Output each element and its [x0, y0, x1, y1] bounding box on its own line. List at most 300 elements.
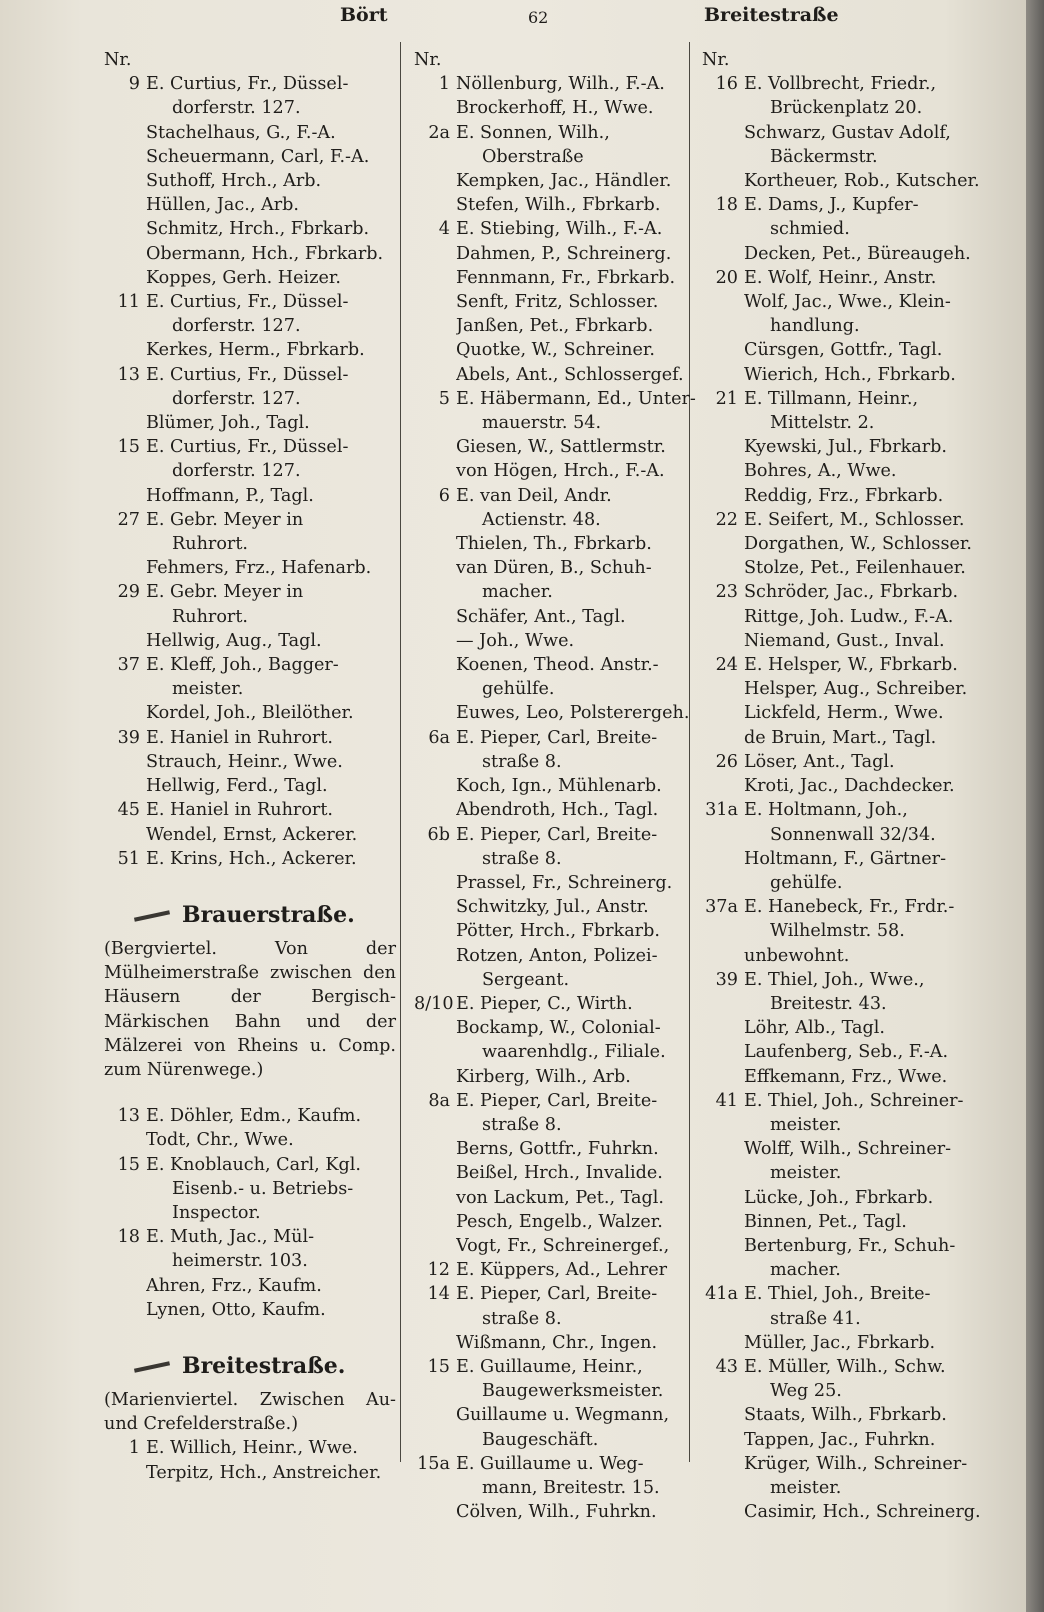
house-number [414, 1161, 456, 1185]
resident-entry: E. Pieper, Carl, Breite- [456, 824, 658, 845]
directory-line [414, 1500, 696, 1524]
directory-line [414, 823, 696, 847]
house-number [702, 338, 744, 362]
resident-entry: handlung. [770, 316, 860, 337]
resident-entry: waarenhdlg., Filiale. [482, 1042, 666, 1063]
column-2 [414, 48, 696, 1524]
house-number [702, 1379, 744, 1403]
directory-line [702, 629, 1002, 653]
house-number [104, 750, 146, 774]
resident-entry: E. Küppers, Ad., Lehrer [456, 1260, 668, 1281]
directory-line [104, 1298, 396, 1322]
directory-line [104, 411, 396, 435]
resident-entry: Casimir, Hch., Schreinerg. [744, 1502, 981, 1523]
resident-entry: Suthoff, Hrch., Arb. [146, 171, 322, 192]
resident-entry: E. Thiel, Joh., Wwe., [744, 969, 925, 990]
resident-entry: Löhr, Alb., Tagl. [744, 1018, 885, 1039]
directory-line [414, 653, 696, 677]
house-number [702, 605, 744, 629]
house-number [702, 1452, 744, 1476]
resident-entry: E. Kleff, Joh., Bagger- [146, 655, 339, 676]
house-number [414, 435, 456, 459]
house-number [702, 726, 744, 750]
directory-line [702, 871, 1002, 895]
house-number [414, 1307, 456, 1331]
house-number [414, 798, 456, 822]
directory-line [702, 1258, 1002, 1282]
resident-entry: heimerstr. 103. [172, 1251, 308, 1272]
resident-entry: E. Curtius, Fr., Düssel- [146, 437, 349, 458]
resident-entry: E. Pieper, C., Wirth. [456, 993, 633, 1014]
resident-entry: van Düren, B., Schuh- [456, 558, 652, 579]
house-number [414, 774, 456, 798]
resident-entry: meister. [770, 1163, 842, 1184]
house-number [702, 459, 744, 483]
resident-entry: E. Hanebeck, Fr., Frdr.- [744, 897, 955, 918]
resident-entry: dorferstr. 127. [172, 316, 301, 337]
house-number [104, 266, 146, 290]
directory-line [414, 314, 696, 338]
house-number [702, 290, 744, 314]
directory-line [702, 1065, 1002, 1089]
directory-line [414, 677, 696, 701]
house-number [414, 968, 456, 992]
resident-entry: Stachelhaus, G., F.-A. [146, 122, 336, 143]
house-number [414, 193, 456, 217]
house-number [414, 363, 456, 387]
resident-entry: dorferstr. 127. [172, 98, 301, 119]
house-number [702, 1040, 744, 1064]
directory-line [702, 944, 1002, 968]
house-number [702, 1258, 744, 1282]
directory-line [104, 1201, 396, 1225]
house-number [702, 435, 744, 459]
directory-line [702, 895, 1002, 919]
house-number [702, 1500, 744, 1524]
house-number [414, 1137, 456, 1161]
directory-line [702, 1016, 1002, 1040]
directory-line [702, 1137, 1002, 1161]
directory-line [104, 1104, 396, 1128]
house-number: 2a [428, 122, 450, 143]
house-number [414, 266, 456, 290]
house-number [104, 1274, 146, 1298]
directory-line [104, 556, 396, 580]
resident-entry: Müller, Jac., Fbrkarb. [744, 1332, 936, 1353]
directory-line [414, 847, 696, 871]
directory-line [414, 411, 696, 435]
house-number: 27 [117, 509, 140, 530]
directory-line [104, 847, 396, 871]
directory-line [104, 169, 396, 193]
directory-line [104, 1274, 396, 1298]
house-number [702, 556, 744, 580]
house-number: 41 [715, 1090, 738, 1111]
house-number [414, 919, 456, 943]
resident-entry: Helsper, Aug., Schreiber. [744, 679, 968, 700]
directory-line [702, 411, 1002, 435]
directory-line [414, 701, 696, 725]
resident-entry: Nöllenburg, Wilh., F.-A. [456, 74, 665, 95]
directory-line [414, 629, 696, 653]
street-heading-text: Breitestraße. [182, 1352, 346, 1379]
resident-entry: E. Guillaume, Heinr., [456, 1356, 643, 1377]
house-number [414, 242, 456, 266]
directory-line [702, 435, 1002, 459]
resident-entry: Lücke, Joh., Fbrkarb. [744, 1187, 934, 1208]
directory-line [104, 387, 396, 411]
resident-entry: E. Dams, J., Kupfer- [744, 195, 919, 216]
directory-line [414, 895, 696, 919]
house-number [104, 532, 146, 556]
directory-line [414, 1065, 696, 1089]
resident-entry: gehülfe. [482, 679, 555, 700]
resident-entry: mauerstr. 54. [482, 413, 602, 434]
directory-line [414, 1234, 696, 1258]
running-header [0, 4, 1026, 34]
directory-line [414, 72, 696, 96]
directory-line [702, 701, 1002, 725]
house-number [414, 847, 456, 871]
resident-entry: Decken, Pet., Büreaugeh. [744, 243, 971, 264]
house-number [414, 1476, 456, 1500]
resident-entry: E. Holtmann, Joh., [744, 800, 908, 821]
house-number: 29 [117, 582, 140, 603]
directory-line [414, 968, 696, 992]
resident-entry: E. Vollbrecht, Friedr., [744, 74, 937, 95]
house-number [104, 314, 146, 338]
directory-line [414, 1355, 696, 1379]
resident-entry: Koch, Ign., Mühlenarb. [456, 776, 662, 797]
house-number [104, 701, 146, 725]
resident-entry: straße 8. [482, 751, 562, 772]
directory-line [104, 484, 396, 508]
house-number: 39 [117, 727, 140, 748]
resident-entry: Reddig, Frz., Fbrkarb. [744, 485, 944, 506]
house-number [104, 629, 146, 653]
directory-line [702, 484, 1002, 508]
resident-entry: Thielen, Th., Fbrkarb. [456, 534, 652, 555]
directory-line [702, 798, 1002, 822]
resident-entry: Wendel, Ernst, Ackerer. [146, 824, 358, 845]
resident-entry: Wilhelmstr. 58. [770, 921, 905, 942]
house-number: 1 [438, 74, 450, 95]
directory-line [414, 290, 696, 314]
house-number [104, 1249, 146, 1273]
resident-entry: Abendroth, Hch., Tagl. [456, 800, 659, 821]
directory-line [702, 1234, 1002, 1258]
house-number [104, 193, 146, 217]
house-number [414, 701, 456, 725]
directory-line [414, 871, 696, 895]
house-number [702, 1016, 744, 1040]
directory-line [104, 242, 396, 266]
house-number [702, 1234, 744, 1258]
directory-line [414, 145, 696, 169]
resident-entry: E. van Deil, Andr. [456, 485, 612, 506]
directory-line [104, 314, 396, 338]
directory-line [414, 992, 696, 1016]
resident-entry: Binnen, Pet., Tagl. [744, 1211, 907, 1232]
resident-entry: E. Pieper, Carl, Breite- [456, 727, 658, 748]
resident-entry: Lynen, Otto, Kaufm. [146, 1299, 326, 1320]
directory-line [414, 266, 696, 290]
house-number: 21 [715, 388, 738, 409]
resident-entry: Kempken, Jac., Händler. [456, 171, 672, 192]
header-left: Bört [340, 4, 388, 26]
house-number [104, 1128, 146, 1152]
resident-entry: macher. [482, 582, 553, 603]
resident-entry: Wolf, Jac., Wwe., Klein- [744, 292, 951, 313]
resident-entry: E. Curtius, Fr., Düssel- [146, 292, 349, 313]
house-number [702, 314, 744, 338]
resident-entry: Abels, Ant., Schlossergef. [456, 364, 684, 385]
house-number: 45 [117, 800, 140, 821]
house-number [414, 944, 456, 968]
resident-entry: Bertenburg, Fr., Schuh- [744, 1235, 956, 1256]
resident-entry: Dahmen, P., Schreinerg. [456, 243, 672, 264]
house-number [414, 1428, 456, 1452]
directory-line [104, 532, 396, 556]
directory-line [702, 847, 1002, 871]
house-number [414, 1500, 456, 1524]
resident-entry: Todt, Chr., Wwe. [146, 1130, 294, 1151]
directory-line [414, 1258, 696, 1282]
page-edge [1026, 0, 1044, 1612]
house-number: 9 [128, 74, 140, 95]
directory-line [414, 508, 696, 532]
directory-line [104, 605, 396, 629]
resident-entry: Lickfeld, Herm., Wwe. [744, 703, 944, 724]
resident-entry: Wierich, Hch., Fbrkarb. [744, 364, 956, 385]
directory-line [414, 1089, 696, 1113]
directory-line [702, 1307, 1002, 1331]
resident-entry: Terpitz, Hch., Anstreicher. [146, 1462, 382, 1483]
house-number [104, 1201, 146, 1225]
directory-line [414, 387, 696, 411]
directory-line [104, 823, 396, 847]
house-number: 18 [715, 195, 738, 216]
directory-line [702, 96, 1002, 120]
house-number [104, 1298, 146, 1322]
house-number: 12 [427, 1260, 450, 1281]
directory-line [104, 1177, 396, 1201]
directory-line [414, 556, 696, 580]
resident-entry: Weg 25. [770, 1381, 842, 1402]
resident-entry: gehülfe. [770, 872, 843, 893]
resident-entry: Stefen, Wilh., Fbrkarb. [456, 195, 661, 216]
column-1 [104, 48, 396, 1485]
resident-entry: unbewohnt. [744, 945, 850, 966]
resident-entry: Wißmann, Chr., Ingen. [456, 1332, 658, 1353]
resident-entry: straße 8. [482, 848, 562, 869]
directory-line [414, 242, 696, 266]
directory-line [104, 629, 396, 653]
resident-entry: Ruhrort. [172, 606, 248, 627]
house-number [414, 1040, 456, 1064]
house-number [104, 605, 146, 629]
house-number: 15 [117, 1154, 140, 1175]
directory-line [702, 72, 1002, 96]
house-number [104, 556, 146, 580]
directory-line [104, 145, 396, 169]
directory-line [702, 193, 1002, 217]
resident-entry: Beißel, Hrch., Invalide. [456, 1163, 663, 1184]
house-number [414, 1210, 456, 1234]
house-number: 8/10 [414, 993, 454, 1014]
resident-entry: Hüllen, Jac., Arb. [146, 195, 300, 216]
house-number [104, 387, 146, 411]
resident-entry: Inspector. [172, 1202, 261, 1223]
house-number: 15 [117, 437, 140, 458]
resident-entry: mann, Breitestr. 15. [482, 1477, 660, 1498]
heading-dash-mark [134, 910, 170, 921]
house-number [414, 290, 456, 314]
house-number [702, 363, 744, 387]
house-number [702, 1161, 744, 1185]
directory-line [414, 363, 696, 387]
resident-entry: E. Pieper, Carl, Breite- [456, 1284, 658, 1305]
resident-entry: dorferstr. 127. [172, 461, 301, 482]
directory-line [414, 944, 696, 968]
resident-entry: Giesen, W., Sattlermstr. [456, 437, 666, 458]
column-number-header [702, 48, 1002, 72]
house-number [104, 677, 146, 701]
directory-line [104, 121, 396, 145]
resident-entry: von Lackum, Pet., Tagl. [456, 1187, 664, 1208]
house-number: 51 [117, 848, 140, 869]
column-number-header [104, 48, 396, 72]
house-number [104, 121, 146, 145]
directory-line [702, 145, 1002, 169]
house-number [414, 1234, 456, 1258]
house-number: 14 [427, 1284, 450, 1305]
directory-line [702, 968, 1002, 992]
resident-entry: Kordel, Joh., Bleilöther. [146, 703, 354, 724]
house-number [702, 919, 744, 943]
resident-entry: Fennmann, Fr., Fbrkarb. [456, 267, 676, 288]
house-number: 1 [128, 1438, 140, 1459]
directory-line [414, 193, 696, 217]
directory-line [702, 750, 1002, 774]
resident-entry: Bohres, A., Wwe. [744, 461, 897, 482]
resident-entry: meister. [770, 1114, 842, 1135]
directory-line [104, 774, 396, 798]
directory-line [104, 580, 396, 604]
directory-line [702, 1161, 1002, 1185]
house-number [414, 145, 456, 169]
house-number [702, 677, 744, 701]
house-number [702, 774, 744, 798]
house-number [702, 1476, 744, 1500]
directory-line [104, 1153, 396, 1177]
street-description: (Marienviertel. Zwischen Au- und Crefelderstraße.) [104, 1389, 396, 1435]
house-number [104, 169, 146, 193]
house-number [414, 96, 456, 120]
resident-entry: E. Thiel, Joh., Breite- [744, 1284, 931, 1305]
resident-entry: E. Muth, Jac., Mül- [146, 1227, 315, 1248]
column-rule-1 [400, 42, 401, 1462]
house-number: 11 [117, 292, 140, 313]
house-number: 18 [117, 1227, 140, 1248]
house-number: 39 [715, 969, 738, 990]
resident-entry: Breitestr. 43. [770, 993, 887, 1014]
heading-dash-mark [134, 1361, 170, 1372]
directory-line [414, 459, 696, 483]
resident-entry: schmied. [770, 219, 850, 240]
resident-entry: Wolff, Wilh., Schreiner- [744, 1139, 952, 1160]
resident-entry: dorferstr. 127. [172, 388, 301, 409]
resident-entry: Staats, Wilh., Fbrkarb. [744, 1405, 947, 1426]
house-number [702, 1403, 744, 1427]
directory-line [702, 1210, 1002, 1234]
resident-entry: Mittelstr. 2. [770, 413, 875, 434]
directory-line [414, 435, 696, 459]
resident-entry: Kroti, Jac., Dachdecker. [744, 776, 955, 797]
house-number [414, 556, 456, 580]
directory-line [414, 1476, 696, 1500]
directory-line [702, 1331, 1002, 1355]
directory-line [414, 1186, 696, 1210]
house-number [414, 1379, 456, 1403]
resident-entry: E. Stiebing, Wilh., F.-A. [456, 219, 663, 240]
house-number [414, 314, 456, 338]
house-number [104, 145, 146, 169]
house-number [104, 217, 146, 241]
directory-line [414, 605, 696, 629]
directory-line [104, 1225, 396, 1249]
directory-line [104, 1128, 396, 1152]
house-number [414, 580, 456, 604]
resident-entry: Scheuermann, Carl, F.-A. [146, 146, 370, 167]
house-number [414, 1403, 456, 1427]
resident-entry: Ruhrort. [172, 534, 248, 555]
resident-entry: Brückenplatz 20. [770, 98, 923, 119]
house-number [414, 871, 456, 895]
house-number [702, 823, 744, 847]
resident-entry: E. Curtius, Fr., Düssel- [146, 364, 349, 385]
resident-entry: Euwes, Leo, Polsterergeh. [456, 703, 690, 724]
house-number [104, 96, 146, 120]
house-number [414, 1186, 456, 1210]
directory-line [702, 242, 1002, 266]
resident-entry: Nr. [104, 50, 132, 70]
house-number [414, 1331, 456, 1355]
resident-entry: Kirberg, Wilh., Arb. [456, 1066, 631, 1087]
house-number [702, 944, 744, 968]
resident-entry: Prassel, Fr., Schreinerg. [456, 872, 673, 893]
directory-line [104, 193, 396, 217]
resident-entry: Blümer, Joh., Tagl. [146, 413, 310, 434]
directory-line [414, 750, 696, 774]
resident-entry: macher. [770, 1260, 841, 1281]
directory-line [702, 1379, 1002, 1403]
house-number [414, 508, 456, 532]
resident-entry: Actienstr. 48. [482, 509, 601, 530]
resident-entry: Pesch, Engelb., Walzer. [456, 1211, 663, 1232]
directory-line [702, 266, 1002, 290]
directory-line [104, 1436, 396, 1460]
directory-line [702, 1500, 1002, 1524]
directory-line [414, 1210, 696, 1234]
directory-line [104, 363, 396, 387]
house-number [104, 1177, 146, 1201]
directory-line [104, 1249, 396, 1273]
resident-entry: E. Döhler, Edm., Kaufm. [146, 1106, 362, 1127]
resident-entry: Koenen, Theod. Anstr.- [456, 655, 659, 676]
house-number: 24 [715, 655, 738, 676]
house-number [702, 411, 744, 435]
